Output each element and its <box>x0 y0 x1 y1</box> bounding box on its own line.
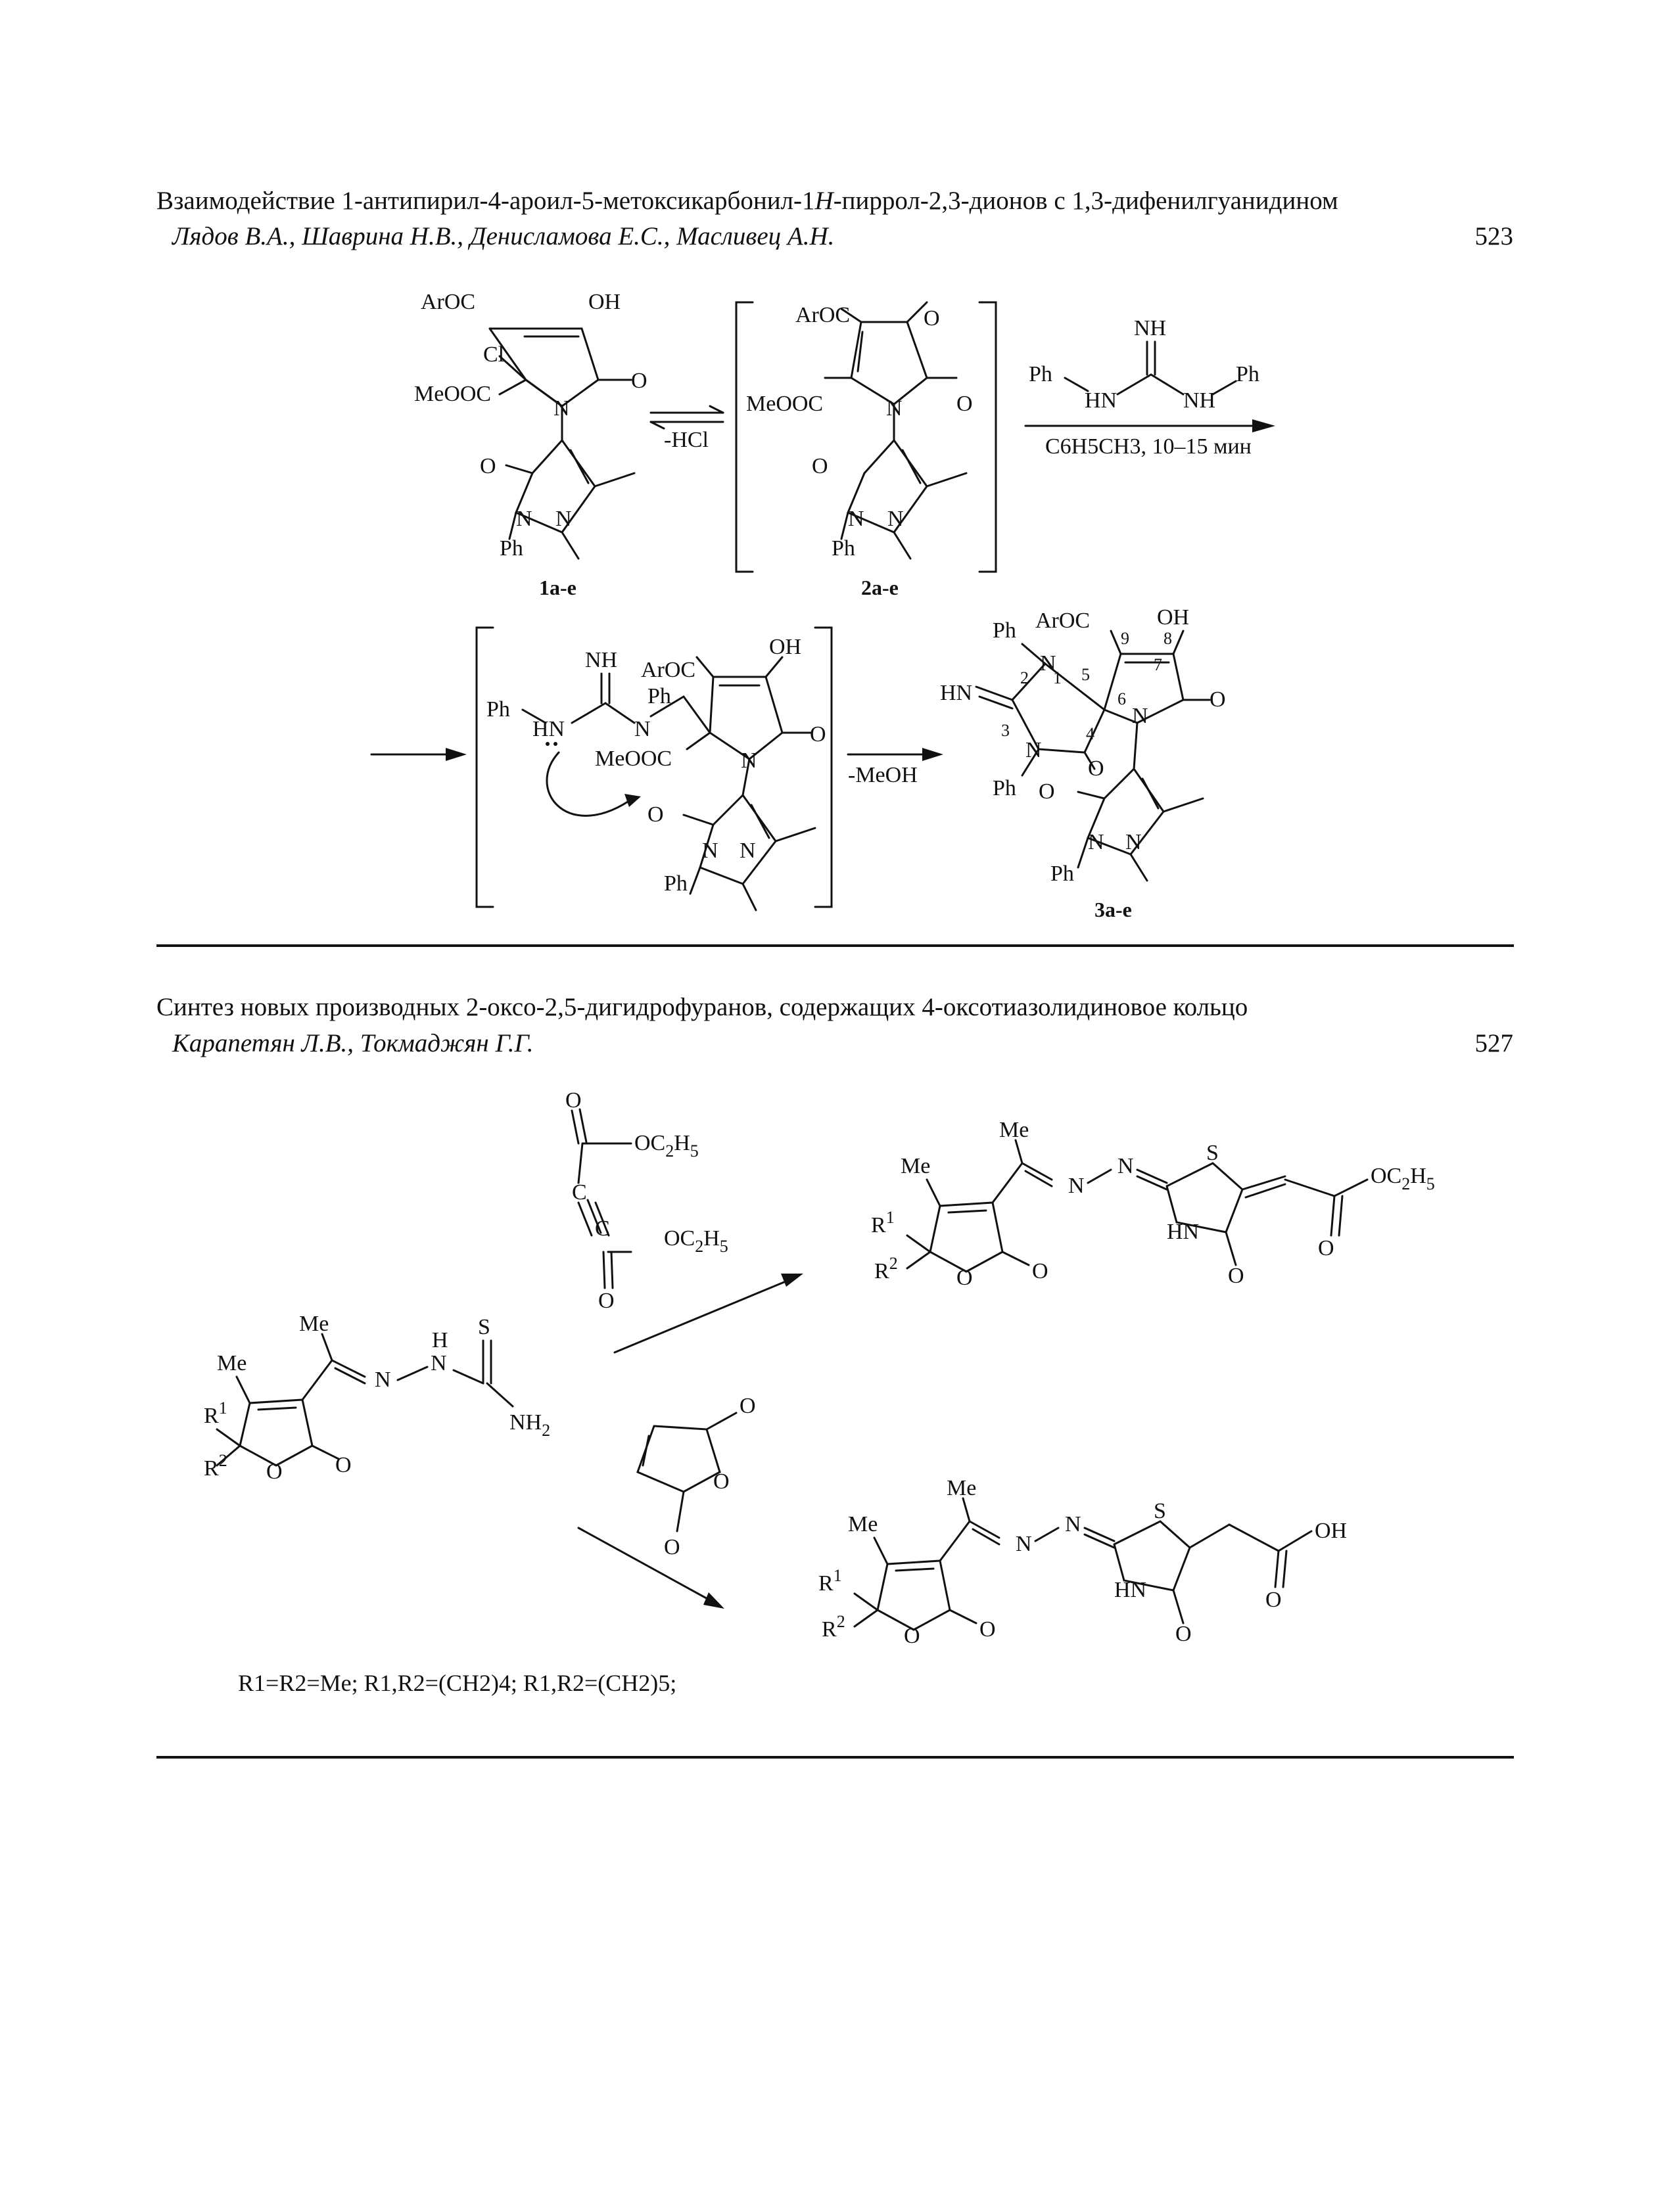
ring-num-3: 3 <box>1001 721 1010 740</box>
arrow-meoh <box>848 748 943 761</box>
lo-o-carbonyl: O <box>979 1617 996 1642</box>
page-number: 523 <box>1474 222 1513 250</box>
lo-o-ring: O <box>904 1624 920 1648</box>
sm-s: S <box>478 1315 490 1339</box>
c3-o-4: O <box>1088 756 1104 781</box>
up-o-thz: O <box>1228 1264 1244 1288</box>
c2-o-top: O <box>924 306 940 331</box>
lo-o-acid: O <box>1265 1588 1282 1612</box>
up-hn: HN <box>1167 1220 1200 1244</box>
c2-meooc: MeOOC <box>746 392 824 416</box>
int-n: N <box>634 717 651 741</box>
substituent-footnote: R1=R2=Me; R1,R2=(CH2)4; R1,R2=(CH2)5; <box>238 1670 677 1696</box>
int-n-ring: N <box>741 749 757 773</box>
c1-ph: Ph <box>500 536 523 561</box>
ma-o-bottom: O <box>664 1535 680 1559</box>
ma-o-top: O <box>740 1394 756 1418</box>
section-divider-2 <box>156 1756 1514 1759</box>
ring-num-7: 7 <box>1154 655 1162 674</box>
up-oc2h5: $OC_2H_5$ <box>1371 1164 1435 1193</box>
up-n-1: N <box>1068 1174 1085 1198</box>
arrow-hcl-label: -HCl <box>664 428 709 452</box>
c2-ph: Ph <box>832 536 855 561</box>
arrow-lower <box>578 1528 724 1609</box>
title-tail: -пиррол-2,3-дионов с 1,3-дифенилгуанидином <box>833 187 1338 215</box>
arrow-from-left <box>371 748 467 761</box>
int-ph-1: Ph <box>486 697 510 722</box>
ring-num-5: 5 <box>1081 665 1090 684</box>
ring-num-6: 6 <box>1117 689 1126 708</box>
c3-o-7: O <box>1210 687 1226 712</box>
arrow-meoh-label: -MeOH <box>848 763 918 787</box>
sm-me-2: Me <box>217 1351 247 1375</box>
c3-aroc: ArOC <box>1035 609 1091 633</box>
c1-aroc: ArOC <box>421 290 476 314</box>
int-ph-3: Ph <box>664 871 688 896</box>
c3-n1: N <box>1040 651 1056 676</box>
up-o-carbonyl: O <box>1032 1259 1048 1283</box>
int-o-pyrazolone: O <box>647 802 664 827</box>
up-me-1: Me <box>999 1118 1029 1142</box>
c1-n: N <box>553 396 570 421</box>
sm-o-ring: O <box>266 1460 283 1484</box>
lo-me-2: Me <box>848 1512 878 1536</box>
up-o-ring: O <box>956 1266 973 1290</box>
int-n2: N <box>702 839 718 863</box>
c2-n2: N <box>848 507 864 531</box>
sm-o-carbonyl: O <box>335 1453 352 1477</box>
reagent-ph-right: Ph <box>1236 362 1259 386</box>
c2-n: N <box>886 396 903 421</box>
compound-3-label: 3a-e <box>1094 898 1132 920</box>
c2-n1: N <box>887 507 904 531</box>
reagent-hn: HN <box>1085 388 1117 413</box>
article-title <box>156 186 1338 216</box>
c3-oh: OH <box>1157 605 1190 630</box>
reagent-nh: NH <box>1183 388 1216 413</box>
lo-me-1: Me <box>947 1476 977 1500</box>
compound-2-bracket <box>736 302 996 572</box>
equilibrium-arrow <box>651 406 723 428</box>
sm-n-2: N <box>431 1351 447 1375</box>
int-oh: OH <box>769 635 802 659</box>
reaction-conditions: C6H5CH3, 10–15 мин <box>1045 434 1252 459</box>
int-n1: N <box>740 839 756 863</box>
lo-hn: HN <box>1114 1578 1147 1602</box>
c3-hn: HN <box>940 681 973 705</box>
c3-ph-1: Ph <box>993 618 1016 643</box>
c2-aroc: ArOC <box>795 303 851 327</box>
c1-meooc: MeOOC <box>414 382 492 406</box>
dead-oc2h5-2: $OC_2H_5$ <box>664 1226 728 1256</box>
sm-h: H <box>432 1328 448 1352</box>
int-ph-2: Ph <box>647 684 671 708</box>
reaction-scheme-2 <box>0 1078 1669 1709</box>
reagent-ph-left: Ph <box>1029 362 1052 386</box>
lo-s: S <box>1154 1499 1166 1523</box>
dead-c-2: C <box>595 1216 610 1241</box>
up-me-2: Me <box>901 1154 931 1178</box>
c3-n3: N <box>1025 738 1042 762</box>
arrow-upper <box>615 1274 803 1352</box>
compound-2-label: 2a-e <box>861 576 899 599</box>
page-number-2: 527 <box>1474 1029 1513 1057</box>
title-text: Взаимодействие 1-антипирил-4-ароил-5-метоксикарбонил-1 <box>156 187 815 215</box>
c1-o-pyrazolone: O <box>480 454 496 478</box>
dead-o-1: O <box>565 1088 582 1113</box>
dead-c-1: C <box>572 1180 587 1205</box>
c1-oh: OH <box>588 290 621 314</box>
sm-me-1: Me <box>299 1312 329 1336</box>
section-divider-1 <box>156 944 1514 947</box>
lo-n-1: N <box>1016 1532 1032 1556</box>
up-r1: $R^1$ <box>871 1208 895 1237</box>
c1-o-ketone: O <box>631 369 647 393</box>
lo-n-2: N <box>1065 1512 1081 1536</box>
ring-num-8: 8 <box>1164 629 1172 648</box>
sm-r2: $R^2$ <box>204 1451 227 1481</box>
c2-o-right: O <box>956 392 973 416</box>
upper-product <box>907 1140 1367 1272</box>
up-n-2: N <box>1117 1154 1134 1178</box>
ma-o-ring: O <box>713 1469 730 1494</box>
sm-nh2: $NH_2$ <box>509 1410 551 1440</box>
int-meooc: MeOOC <box>595 747 672 771</box>
ring-num-1: 1 <box>1053 668 1062 687</box>
ring-num-9: 9 <box>1121 629 1129 648</box>
up-s: S <box>1206 1141 1219 1165</box>
int-aroc: ArOC <box>641 658 696 682</box>
reaction-scheme-1 <box>0 263 1669 920</box>
c3-o-pyrazolone: O <box>1039 779 1055 804</box>
int-o: O <box>810 722 826 747</box>
arrow-to-product <box>1025 419 1275 432</box>
c3-ph-2: Ph <box>993 776 1016 800</box>
int-nh: NH <box>585 648 618 672</box>
c3-n-py2: N <box>1088 830 1104 854</box>
title-italic: H <box>814 187 834 215</box>
c3-ph-3: Ph <box>1050 862 1074 886</box>
lo-oh: OH <box>1315 1519 1348 1543</box>
reagent-nh-imine: NH <box>1134 316 1167 340</box>
article-authors-2: Карапетян Л.В., Токмаджян Г.Г. <box>172 1029 534 1057</box>
c3-n6: N <box>1132 704 1148 728</box>
c2-o-pyrazolone: O <box>812 454 828 478</box>
up-r2: $R^2$ <box>874 1254 898 1283</box>
sm-n-1: N <box>375 1368 391 1392</box>
ring-num-4: 4 <box>1086 724 1094 743</box>
ring-num-2: 2 <box>1020 668 1029 687</box>
c3-n-py1: N <box>1125 830 1142 854</box>
c1-n2: N <box>516 507 532 531</box>
lower-product <box>855 1498 1311 1630</box>
int-hn: HN <box>532 717 565 741</box>
article-title-2: Синтез новых производных 2-оксо-2,5-дигидрофуранов, содержащих 4-оксотиазолидиновое кольцо <box>156 993 1248 1021</box>
lo-r1: $R^1$ <box>818 1566 842 1596</box>
compound-1-label: 1a-e <box>539 576 576 599</box>
lo-o-thz: O <box>1175 1622 1192 1646</box>
sm-r1: $R^1$ <box>204 1398 227 1428</box>
reagent-guanidine <box>1065 342 1236 394</box>
up-o-ester: O <box>1318 1236 1334 1260</box>
dead-oc2h5-1: $OC_2H_5$ <box>634 1131 699 1161</box>
lo-r2: $R^2$ <box>822 1612 845 1642</box>
dead-o-2: O <box>598 1289 615 1313</box>
c1-n1: N <box>555 507 572 531</box>
article-authors: Лядов В.А., Шаврина Н.В., Денисламова Е.С., Масливец А.Н. <box>172 222 835 250</box>
starting-thiosemicarbazone <box>217 1334 513 1465</box>
c1-cl: Cl <box>483 342 505 367</box>
